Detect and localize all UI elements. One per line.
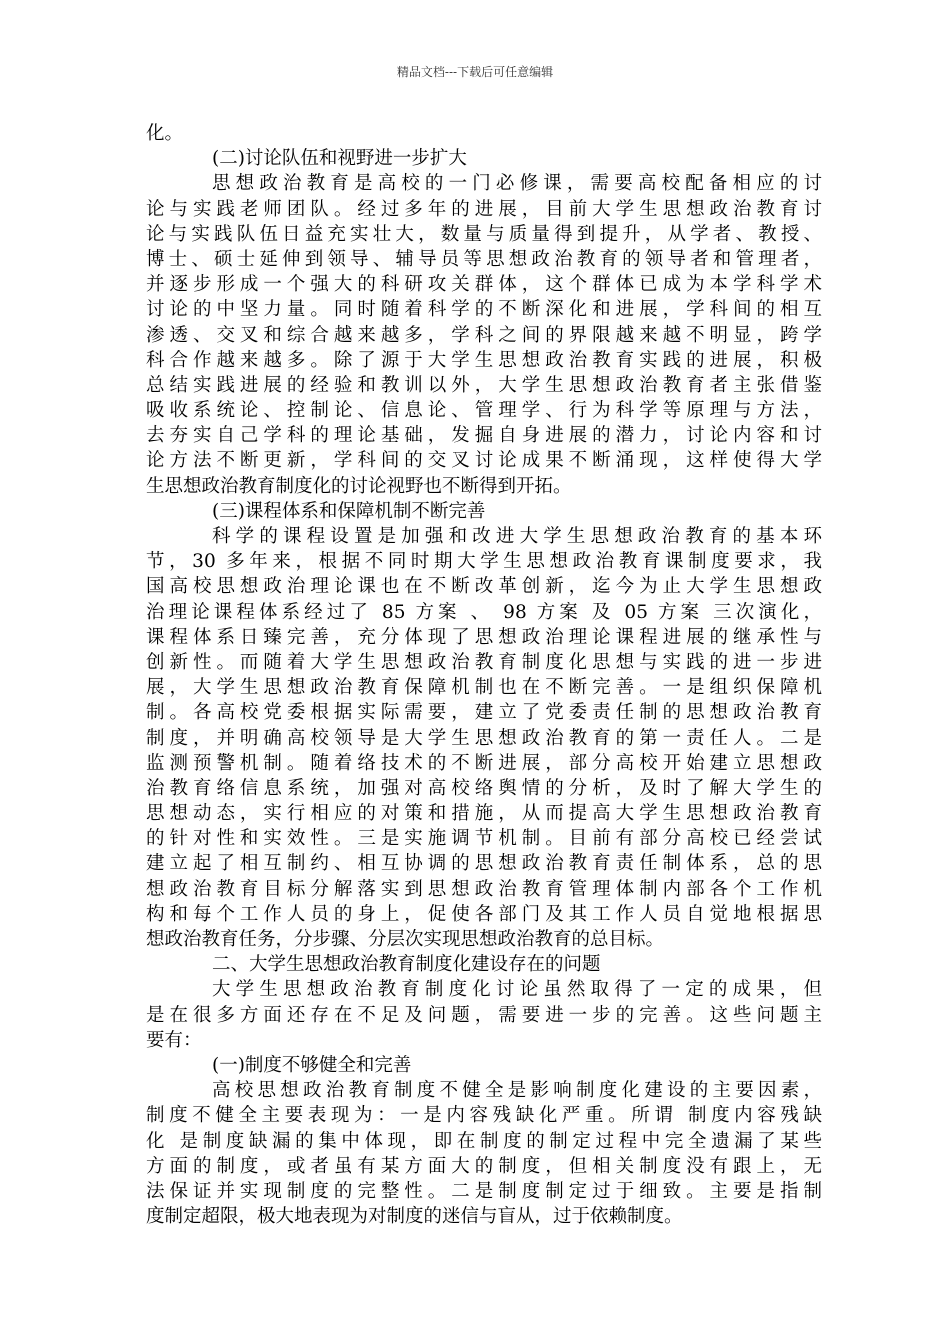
text-line: 论与实践队伍日益充实壮大，数量与质量得到提升，从学者、教授、 — [146, 223, 822, 245]
text-line: 展，大学生思想政治教育保障机制也在不断完善。一是组织保障机 — [146, 677, 822, 699]
text-line: 总结实践进展的经验和教训以外，大学生思想政治教育者主张借鉴 — [146, 374, 822, 396]
text-line: 课程体系日臻完善，充分体现了思想政治理论课程进展的继承性与 — [146, 626, 822, 648]
text-line: 化。 — [146, 123, 184, 144]
text-line: 建立起了相互制约、相互协调的思想政治教育责任制体系，总的思 — [146, 853, 822, 875]
text-line: 化 是制度缺漏的集中体现，即在制度的制定过程中完全遗漏了某些 — [146, 1130, 822, 1152]
text-line: 思想政治教育是高校的一门必修课，需要高校配备相应的讨 — [212, 173, 822, 195]
text-line: 国高校思想政治理论课也在不断改革创新，迄今为止大学生思想政 — [146, 576, 822, 598]
text-line: 构和每个工作人员的身上，促使各部门及其工作人员自觉地根据思 — [146, 903, 822, 925]
text-line: 制度不健全主要表现为：一是内容残缺化严重。所谓 制度内容残缺 — [146, 1105, 822, 1127]
text-line: 的针对性和实效性。三是实施调节机制。目前有部分高校已经尝试 — [146, 828, 822, 850]
text-line: 科学的课程设置是加强和改进大学生思想政治教育的基本环 — [212, 526, 822, 547]
text-line: 方面的制度，或者虽有某方面大的制度，但相关制度没有跟上，无 — [146, 1155, 822, 1177]
text-line: 去夯实自己学科的理论基础，发掘自身进展的潜力，讨论内容和讨 — [146, 425, 822, 447]
text-line: 是在很多方面还存在不足及问题，需要进一步的完善。这些问题主 — [146, 1004, 822, 1026]
text-line: 想政治教育目标分解落实到思想政治教育管理体制内部各个工作机 — [146, 878, 822, 900]
text-line: 想政治教育任务，分步骤、分层次实现思想政治教育的总目标。 — [146, 929, 665, 950]
text-line: 监测预警机制。随着络技术的不断进展，部分高校开始建立思想政 — [146, 752, 822, 774]
text-line: 制。各高校党委根据实际需要，建立了党委责任制的思想政治教育 — [146, 702, 822, 724]
text-line: 大学生思想政治教育制度化讨论虽然取得了一定的成果，但 — [212, 979, 822, 1001]
text-line: 度制定超限，极大地表现为对制度的迷信与盲从，过于依赖制度。 — [146, 1206, 683, 1228]
text-line: 科合作越来越多。除了源于大学生思想政治教育实践的进展，积极 — [146, 349, 822, 371]
text-line: 生思想政治教育制度化的讨论视野也不断得到开拓。 — [146, 475, 572, 497]
text-line: 渗透、交叉和综合越来越多，学科之间的界限越来越不明显，跨学 — [146, 324, 822, 346]
text-line: (二)讨论队伍和视野进一步扩大 — [212, 148, 467, 170]
text-line: 讨论的中坚力量。同时随着科学的不断深化和进展，学科间的相互 — [146, 299, 822, 321]
text-line: 节，30 多年来，根据不同时期大学生思想政治教育课制度要求，我 — [146, 551, 822, 573]
text-line: 论方法不断更新，学科间的交叉讨论成果不断涌现，这样使得大学 — [146, 450, 822, 472]
text-line: 高校思想政治教育制度不健全是影响制度化建设的主要因素， — [212, 1080, 822, 1102]
text-line: 法保证并实现制度的完整性。二是制度制定过于细致。主要是指制 — [146, 1180, 822, 1202]
text-line: 创新性。而随着大学生思想政治教育制度化思想与实践的进一步进 — [146, 651, 822, 673]
document-body — [146, 121, 822, 1229]
text-line: 制度，并明确高校领导是大学生思想政治教育的第一责任人。二是 — [146, 727, 822, 749]
text-line: 治教育络信息系统，加强对高校络舆情的分析，及时了解大学生的 — [146, 777, 822, 799]
text-line: (一)制度不够健全和完善 — [212, 1054, 412, 1076]
text-line: 思想动态，实行相应的对策和措施，从而提高大学生思想政治教育 — [146, 803, 822, 825]
text-line: 要有： — [146, 1029, 202, 1051]
text-line: 二、大学生思想政治教育制度化建设存在的问题 — [212, 954, 601, 976]
text-line: 博士、硕士延伸到领导、辅导员等思想政治教育的领导者和管理者， — [146, 248, 822, 270]
text-line: 吸收系统论、控制论、信息论、管理学、行为科学等原理与方法， — [146, 400, 822, 422]
text-line: 治理论课程体系经过了 85 方案 、 98 方案 及 05 方案 三次演化， — [146, 601, 822, 623]
text-line: 论与实践老师团队。经过多年的进展，目前大学生思想政治教育讨 — [146, 198, 822, 220]
page-header: 精品文档---下载后可任意编辑 — [396, 65, 554, 79]
text-line: 并逐步形成一个强大的科研攻关群体，这个群体已成为本学科学术 — [146, 274, 822, 296]
text-line: (三)课程体系和保障机制不断完善 — [212, 500, 486, 522]
